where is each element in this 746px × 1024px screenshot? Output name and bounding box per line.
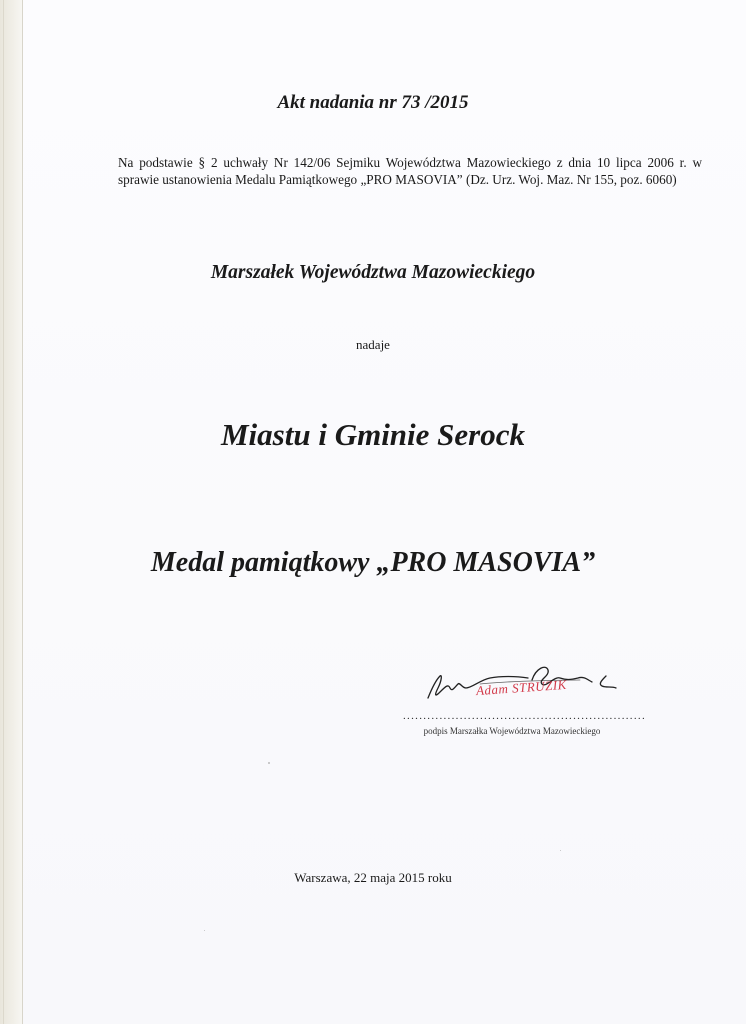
grants-verb: nadaje	[356, 337, 390, 352]
handwritten-signature	[420, 658, 620, 714]
scan-speck	[560, 850, 561, 851]
place-and-date: Warszawa, 22 maja 2015 roku	[294, 870, 452, 885]
scan-speck	[204, 930, 205, 931]
scan-speck	[268, 762, 270, 764]
signature-line: ............................................................	[403, 710, 646, 722]
signature-label: podpis Marszałka Województwa Mazowieckiego	[423, 726, 601, 736]
signature-stamp-name: Adam STRUZIK	[475, 676, 568, 699]
recipient-name: Miastu i Gminie Serock	[220, 417, 525, 452]
document-title: Akt nadania nr 73 /2015	[277, 92, 469, 113]
grantor-heading: Marszałek Województwa Mazowieckiego	[210, 262, 536, 283]
legal-basis-paragraph: Na podstawie § 2 uchwały Nr 142/06 Sejmiku Województwa Mazowieckiego z dnia 10 lipca 2006 r. w sprawie ustanowienia Medalu Pamiątkowego „PRO MASOVIA” (Dz. Urz. Woj. Maz. Nr 155, poz. 6060)	[118, 155, 702, 187]
award-name: Medal pamiątkowy „PRO MASOVIA”	[150, 547, 596, 578]
